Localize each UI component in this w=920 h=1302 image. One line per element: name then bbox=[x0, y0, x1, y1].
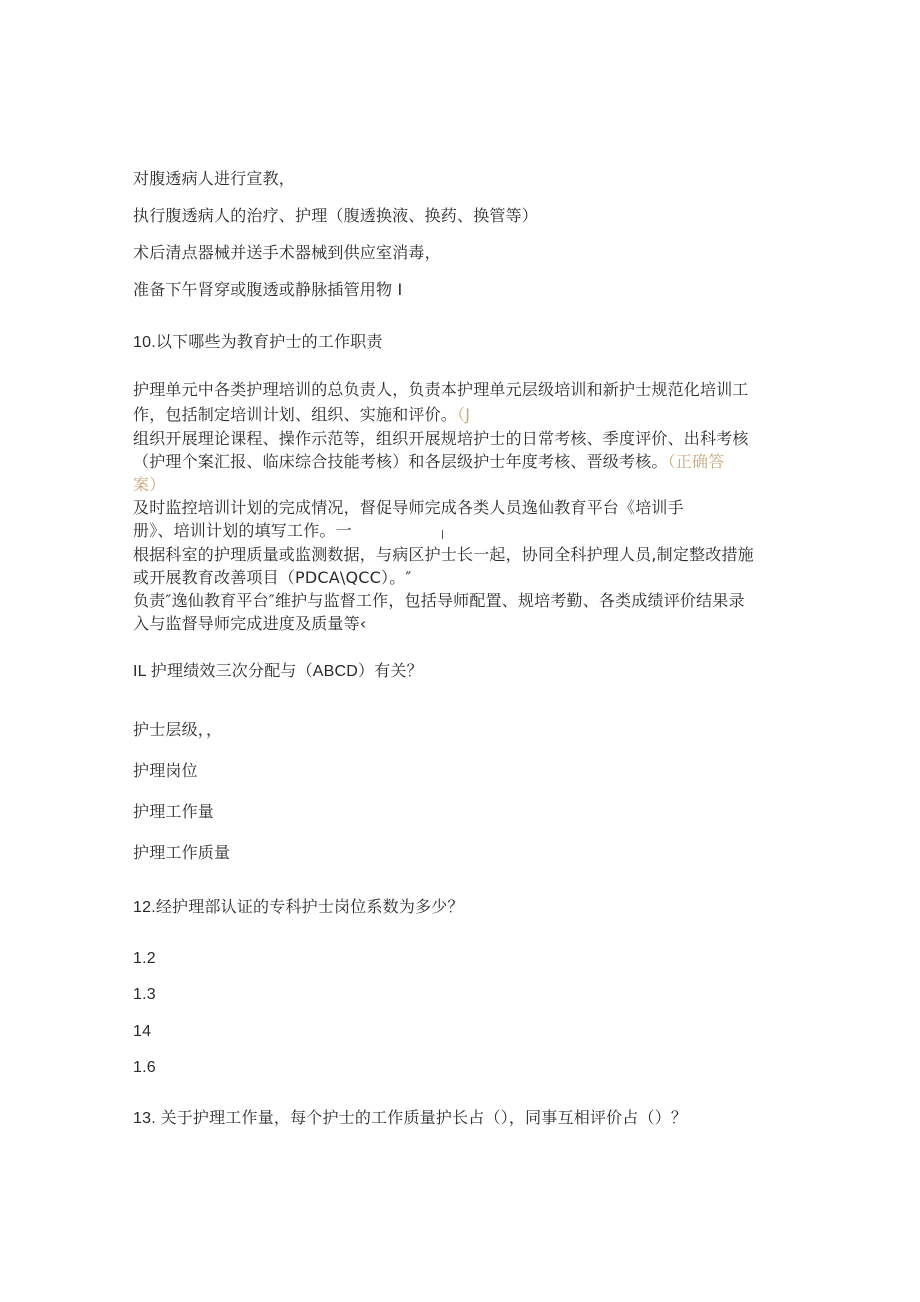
q10-option-2-line2: （护理个案汇报、临床综合技能考核）和各层级护士年度考核、晋级考核。（正确答 bbox=[133, 452, 725, 471]
q10-option-4-line2: 或开展教育改善项目（PDCA\QCC）。″ bbox=[133, 568, 412, 587]
q10-option-3-line1: 及时监控培训计划的完成情况，督促导师完成各类人员逸仙教育平台《培训手 bbox=[133, 498, 684, 517]
q11-option-2: 护理岗位 bbox=[133, 761, 198, 780]
q9-option-4: 准备下午肾穿或腹透或静脉插管用物 I bbox=[133, 280, 403, 299]
stray-mark bbox=[442, 530, 443, 539]
q9-option-2: 执行腹透病人的治疗、护理（腹透换液、换药、换管等） bbox=[133, 206, 539, 225]
q10-option-5-line2: 入与监督导师完成进度及质量等‹ bbox=[133, 614, 367, 633]
q12-question: 12.经护理部认证的专科护士岗位系数为多少？ bbox=[133, 899, 464, 916]
q10-option-4-line1: 根据科室的护理质量或监测数据，与病区护士长一起，协同全科护理人员,制定整改措施 bbox=[133, 545, 754, 564]
q12-option-2: 1.3 bbox=[133, 986, 156, 1003]
q10-option-3-line2: 册》、培训计划的填写工作。一 bbox=[133, 521, 352, 540]
q11-option-1: 护士层级，， bbox=[133, 720, 223, 739]
q10-question: 10.以下哪些为教育护士的工作职责 bbox=[133, 334, 383, 351]
q9-option-3: 术后清点器械并送手术器械到供应室消毒， bbox=[133, 243, 441, 262]
q12-option-4: 1.6 bbox=[133, 1059, 156, 1076]
q12-option-3: 14 bbox=[133, 1023, 152, 1040]
q10-option-2-line1: 组织开展理论课程、操作示范等，组织开展规培护士的日常考核、季度评价、出科考核 bbox=[133, 429, 749, 448]
q11-question: IL 护理绩效三次分配与（ABCD）有关？ bbox=[133, 663, 423, 680]
q10-correct-answer-mark-cont: 案） bbox=[133, 475, 166, 494]
q11-option-3: 护理工作量 bbox=[133, 802, 215, 821]
q10-option-5-line1: 负责″逸仙教育平台″维护与监督工作，包括导师配置、规培考勤、各类成绩评价结果录 bbox=[133, 591, 745, 610]
q10-option-1-mark: （J bbox=[457, 405, 471, 424]
q12-option-1: 1.2 bbox=[133, 950, 156, 967]
q13-question: 13. 关于护理工作量，每个护士的工作质量护长占（），同事互相评价占（）？ bbox=[133, 1110, 688, 1127]
q11-option-4: 护理工作质量 bbox=[133, 843, 231, 862]
q10-option-1-line2: 作，包括制定培训计划、组织、实施和评价。（J bbox=[133, 405, 471, 424]
q10-option-1-line1: 护理单元中各类护理培训的总负责人，负责本护理单元层级培训和新护士规范化培训工 bbox=[133, 380, 749, 399]
q9-option-1: 对腹透病人进行宣教， bbox=[133, 169, 296, 188]
q10-correct-answer-mark: （正确答 bbox=[667, 452, 725, 471]
